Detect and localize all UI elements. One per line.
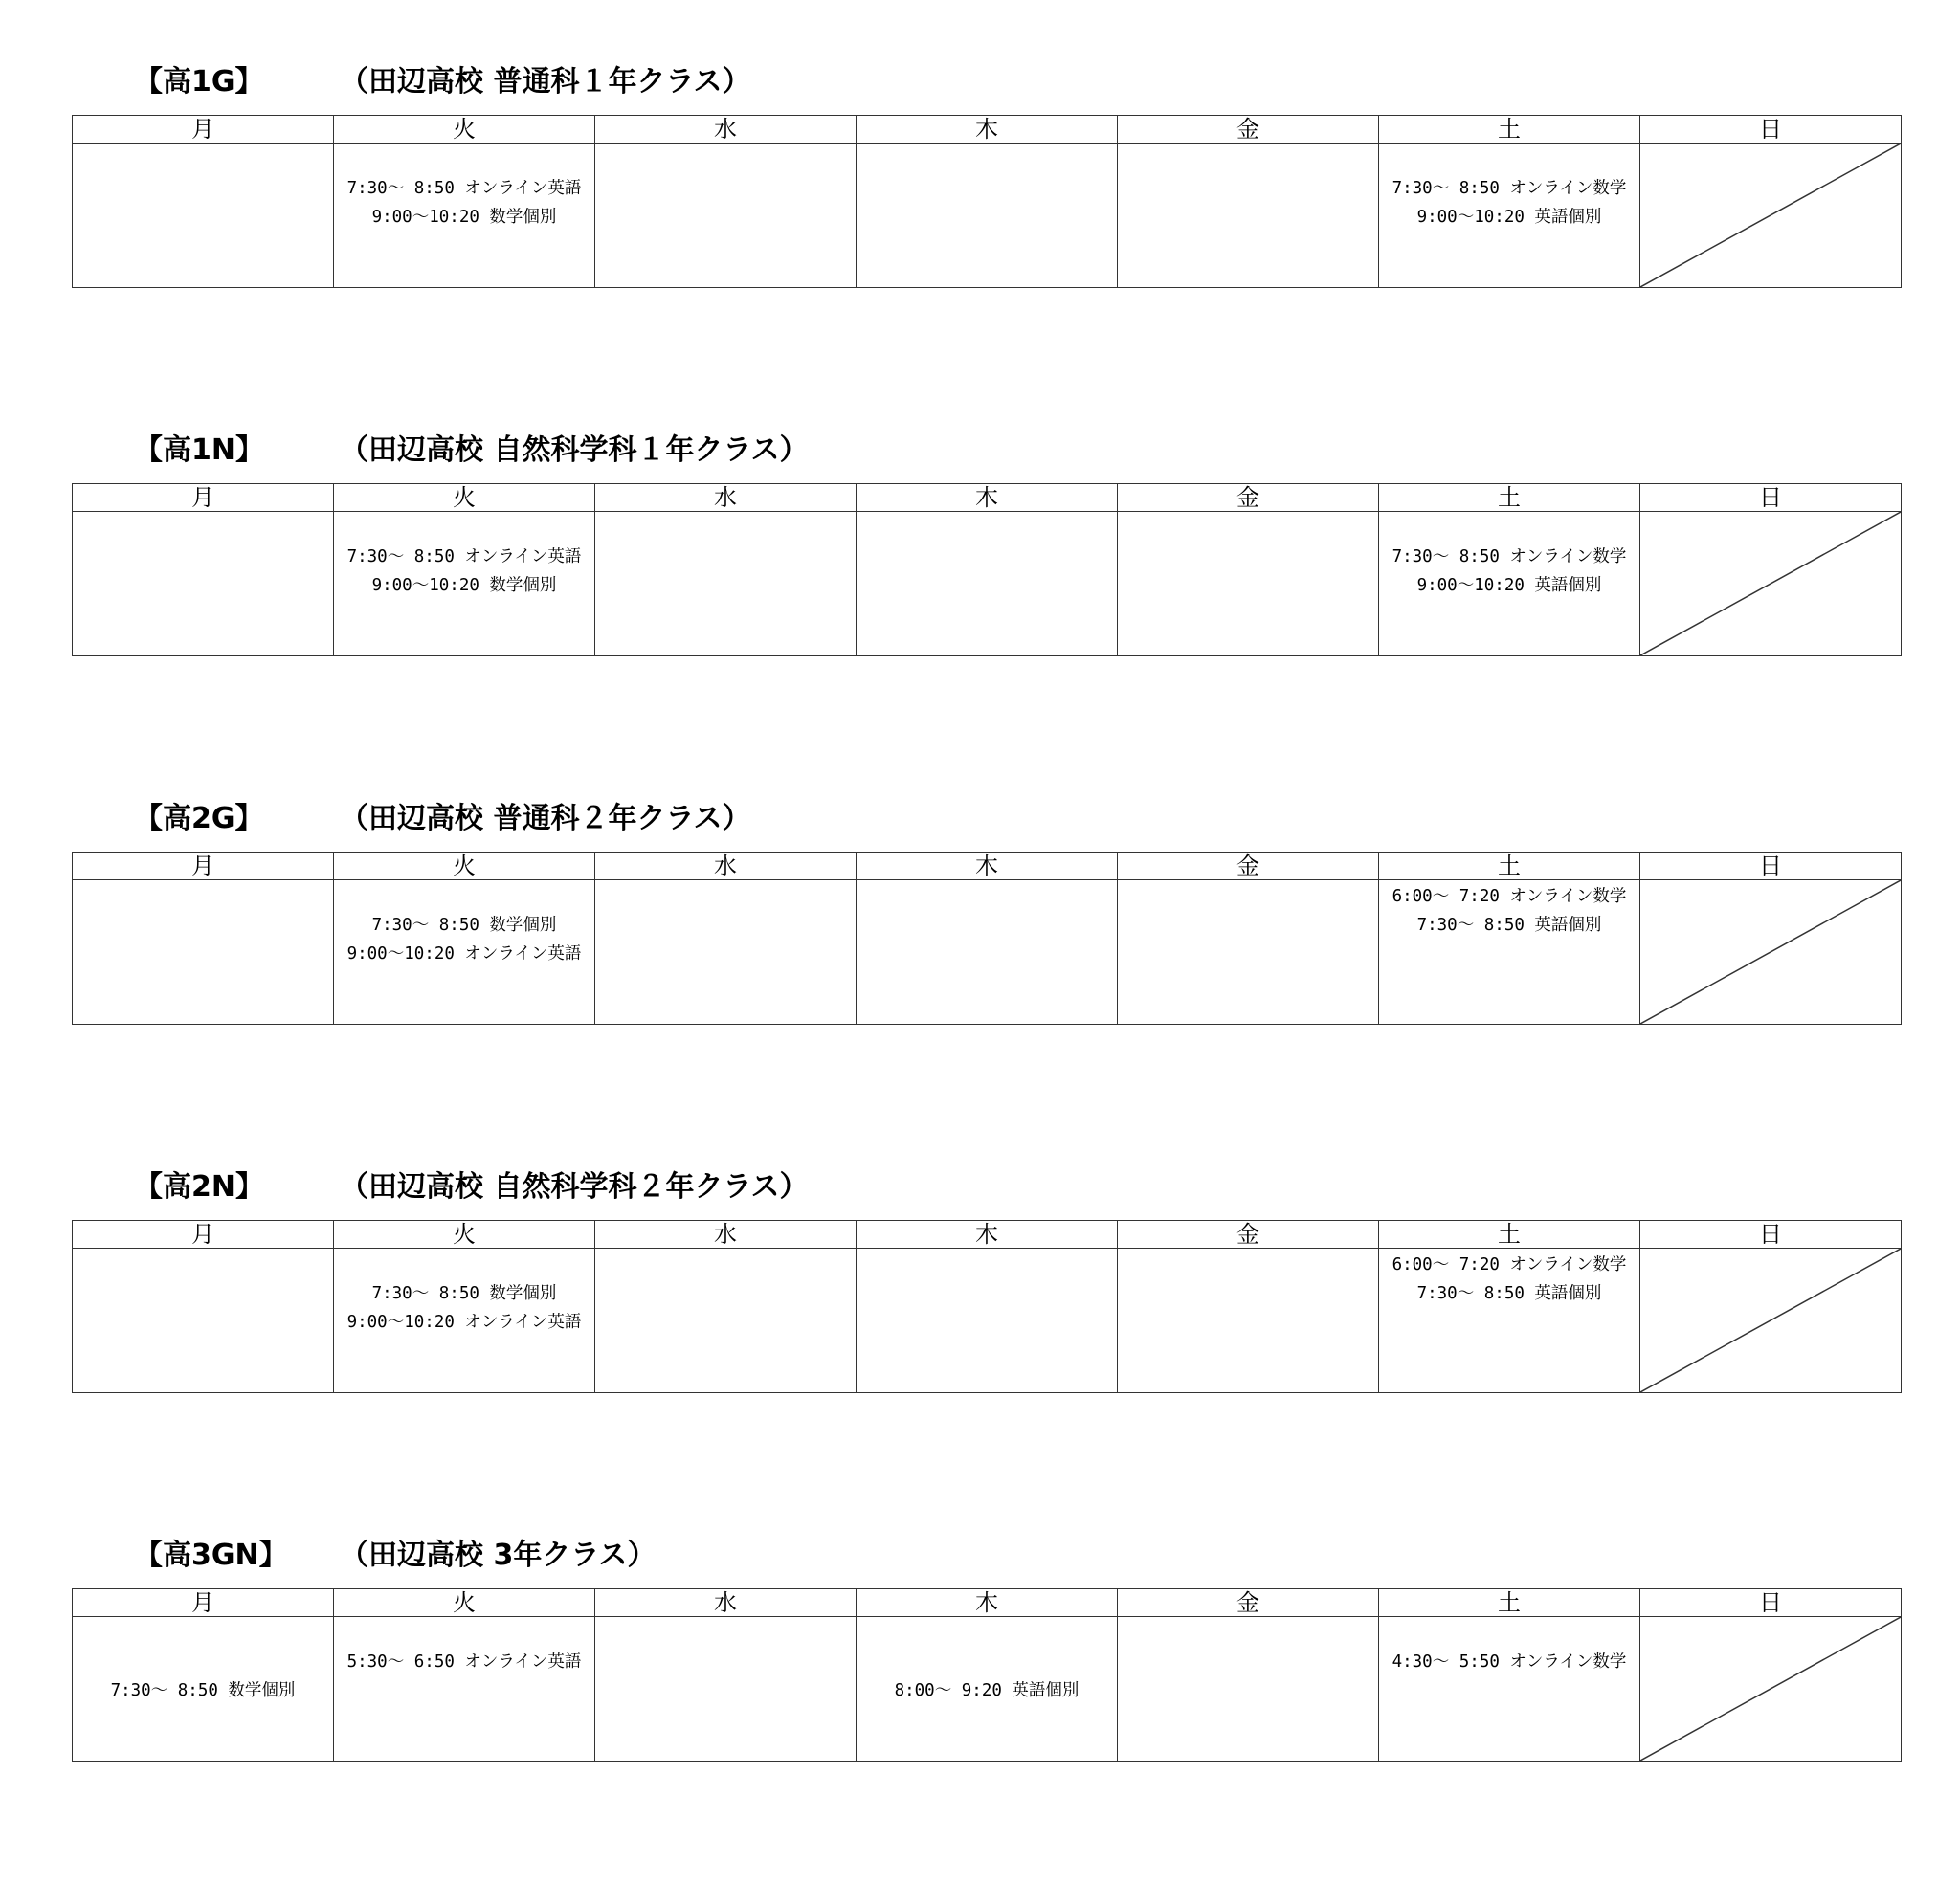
schedule-cell-monday <box>73 1249 334 1393</box>
weekday-header-tuesday: 火 <box>334 853 595 880</box>
weekday-header-friday: 金 <box>1118 1589 1379 1617</box>
lesson-entry: 7:30～ 8:50 オンライン英語 <box>346 179 582 198</box>
schedule-cell-sunday <box>1640 512 1902 656</box>
schedule-cell-friday <box>1118 144 1379 288</box>
weekday-header-row <box>73 1589 1902 1617</box>
schedule-cell-tuesday <box>334 512 595 656</box>
schedule-cell-thursday <box>857 1617 1118 1762</box>
schedule-cell-monday <box>73 512 334 656</box>
schedule-row <box>73 1617 1902 1762</box>
weekday-header-wednesday: 水 <box>595 1589 857 1617</box>
class-description-title: （田辺高校 自然科学科１年クラス） <box>340 433 809 467</box>
lesson-entry: 7:30～ 8:50 オンライン数学 <box>1392 179 1627 198</box>
lesson-entry: 7:30～ 8:50 オンライン英語 <box>346 547 582 566</box>
weekday-header-sunday: 日 <box>1640 484 1902 512</box>
schedule-cell-monday <box>73 144 334 288</box>
weekday-header-tuesday: 火 <box>334 484 595 512</box>
weekday-header-thursday: 木 <box>857 1589 1118 1617</box>
schedule-cell-sunday <box>1640 880 1902 1025</box>
schedule-cell-monday <box>73 1617 334 1762</box>
weekday-header-row <box>73 853 1902 880</box>
lesson-list <box>1379 1617 1639 1676</box>
schedule-cell-saturday <box>1379 1249 1640 1393</box>
schedule-section <box>0 1474 1960 1761</box>
class-description-title: （田辺高校 普通科２年クラス） <box>340 802 751 835</box>
lesson-entry: 8:00～ 9:20 英語個別 <box>894 1681 1080 1700</box>
lesson-entry: 9:00～10:20 英語個別 <box>1416 208 1602 227</box>
weekday-header-saturday: 土 <box>1379 484 1640 512</box>
weekday-header-sunday: 日 <box>1640 116 1902 144</box>
schedule-cell-tuesday <box>334 1617 595 1762</box>
weekday-header-friday: 金 <box>1118 484 1379 512</box>
schedule-cell-saturday <box>1379 880 1640 1025</box>
schedule-cell-sunday <box>1640 1617 1902 1762</box>
schedule-section <box>0 1105 1960 1392</box>
weekday-header-saturday: 土 <box>1379 116 1640 144</box>
schedule-cell-wednesday <box>595 512 857 656</box>
weekday-header-saturday: 土 <box>1379 853 1640 880</box>
weekday-header-friday: 金 <box>1118 853 1379 880</box>
closed-day-slash <box>1640 144 1901 287</box>
schedule-cell-thursday <box>857 880 1118 1025</box>
lesson-entry: 7:30～ 8:50 数学個別 <box>371 916 557 935</box>
lesson-entry: 7:30～ 8:50 数学個別 <box>110 1681 296 1700</box>
lesson-list <box>73 1617 333 1705</box>
weekly-schedule-table <box>72 1588 1902 1762</box>
weekday-header-thursday: 木 <box>857 484 1118 512</box>
schedule-cell-thursday <box>857 144 1118 288</box>
weekday-header-friday: 金 <box>1118 116 1379 144</box>
weekday-header-monday: 月 <box>73 853 334 880</box>
class-code-title: 【高1G】 <box>134 65 264 99</box>
weekday-header-sunday: 日 <box>1640 853 1902 880</box>
weekly-schedule-table <box>72 852 1902 1025</box>
schedule-section <box>0 737 1960 1024</box>
schedule-cell-wednesday <box>595 1617 857 1762</box>
lesson-list <box>1379 880 1639 940</box>
lesson-entry: 7:30～ 8:50 数学個別 <box>371 1284 557 1303</box>
schedule-cell-friday <box>1118 880 1379 1025</box>
lesson-entry: 9:00～10:20 英語個別 <box>1416 576 1602 595</box>
schedule-cell-sunday <box>1640 144 1902 288</box>
weekday-header-row <box>73 1221 1902 1249</box>
weekday-header-row <box>73 116 1902 144</box>
schedule-cell-saturday <box>1379 512 1640 656</box>
closed-day-diagonal-line <box>1640 1617 1901 1761</box>
schedule-cell-tuesday <box>334 1249 595 1393</box>
schedule-cell-saturday <box>1379 1617 1640 1762</box>
weekday-header-monday: 月 <box>73 116 334 144</box>
closed-day-slash <box>1640 880 1901 1024</box>
lesson-entry: 6:00～ 7:20 オンライン数学 <box>1392 1255 1627 1274</box>
closed-day-diagonal-line <box>1640 1249 1901 1392</box>
closed-day-slash <box>1640 1249 1901 1392</box>
lesson-list <box>334 144 594 232</box>
schedule-cell-friday <box>1118 1249 1379 1393</box>
lesson-entry: 5:30～ 6:50 オンライン英語 <box>346 1652 582 1672</box>
lesson-entry: 9:00～10:20 数学個別 <box>371 576 557 595</box>
weekday-header-sunday: 日 <box>1640 1589 1902 1617</box>
schedule-cell-monday <box>73 880 334 1025</box>
weekday-header-tuesday: 火 <box>334 1589 595 1617</box>
schedule-cell-friday <box>1118 1617 1379 1762</box>
lesson-list <box>1379 512 1639 600</box>
weekly-schedule-table <box>72 483 1902 656</box>
weekday-header-saturday: 土 <box>1379 1589 1640 1617</box>
lesson-entry: 6:00～ 7:20 オンライン数学 <box>1392 887 1627 906</box>
weekday-header-thursday: 木 <box>857 853 1118 880</box>
weekday-header-tuesday: 火 <box>334 116 595 144</box>
lesson-entry: 4:30～ 5:50 オンライン数学 <box>1392 1652 1627 1672</box>
lesson-list <box>334 512 594 600</box>
schedule-row <box>73 880 1902 1025</box>
class-description-title: （田辺高校 普通科１年クラス） <box>340 65 751 99</box>
lesson-list <box>334 1617 594 1676</box>
lesson-entry: 7:30～ 8:50 英語個別 <box>1416 916 1602 935</box>
schedule-cell-thursday <box>857 512 1118 656</box>
weekday-header-wednesday: 水 <box>595 116 857 144</box>
closed-day-diagonal-line <box>1640 144 1901 287</box>
weekday-header-wednesday: 水 <box>595 1221 857 1249</box>
weekly-schedule-table <box>72 1220 1902 1393</box>
weekday-header-wednesday: 水 <box>595 853 857 880</box>
closed-day-slash <box>1640 1617 1901 1761</box>
lesson-entry: 7:30～ 8:50 オンライン数学 <box>1392 547 1627 566</box>
schedule-cell-wednesday <box>595 880 857 1025</box>
schedule-cell-tuesday <box>334 144 595 288</box>
schedule-cell-thursday <box>857 1249 1118 1393</box>
class-description-title: （田辺高校 自然科学科２年クラス） <box>340 1170 809 1204</box>
weekday-header-tuesday: 火 <box>334 1221 595 1249</box>
weekday-header-thursday: 木 <box>857 116 1118 144</box>
class-code-title: 【高3GN】 <box>134 1539 288 1572</box>
weekday-header-row <box>73 484 1902 512</box>
lesson-list <box>1379 1249 1639 1308</box>
weekly-schedule-table <box>72 115 1902 288</box>
lesson-entry: 7:30～ 8:50 英語個別 <box>1416 1284 1602 1303</box>
weekday-header-monday: 月 <box>73 1589 334 1617</box>
schedule-row <box>73 1249 1902 1393</box>
closed-day-diagonal-line <box>1640 512 1901 655</box>
lesson-list <box>334 1249 594 1337</box>
schedule-cell-wednesday <box>595 1249 857 1393</box>
lesson-list <box>334 880 594 968</box>
class-code-title: 【高1N】 <box>134 433 264 467</box>
schedule-cell-sunday <box>1640 1249 1902 1393</box>
schedule-row <box>73 144 1902 288</box>
closed-day-slash <box>1640 512 1901 655</box>
lesson-entry: 9:00～10:20 オンライン英語 <box>346 1313 582 1332</box>
schedule-section <box>0 368 1960 655</box>
weekday-header-friday: 金 <box>1118 1221 1379 1249</box>
schedule-row <box>73 512 1902 656</box>
schedule-cell-saturday <box>1379 144 1640 288</box>
class-description-title: （田辺高校 3年クラス） <box>340 1539 657 1572</box>
weekday-header-monday: 月 <box>73 1221 334 1249</box>
weekday-header-monday: 月 <box>73 484 334 512</box>
weekday-header-saturday: 土 <box>1379 1221 1640 1249</box>
schedule-cell-friday <box>1118 512 1379 656</box>
closed-day-diagonal-line <box>1640 880 1901 1024</box>
lesson-entry: 9:00～10:20 数学個別 <box>371 208 557 227</box>
weekday-header-thursday: 木 <box>857 1221 1118 1249</box>
weekday-header-sunday: 日 <box>1640 1221 1902 1249</box>
schedule-section <box>0 0 1960 287</box>
class-code-title: 【高2N】 <box>134 1170 264 1204</box>
schedule-cell-wednesday <box>595 144 857 288</box>
weekday-header-wednesday: 水 <box>595 484 857 512</box>
lesson-list <box>1379 144 1639 232</box>
lesson-list <box>857 1617 1117 1705</box>
class-code-title: 【高2G】 <box>134 802 264 835</box>
lesson-entry: 9:00～10:20 オンライン英語 <box>346 944 582 964</box>
schedule-cell-tuesday <box>334 880 595 1025</box>
